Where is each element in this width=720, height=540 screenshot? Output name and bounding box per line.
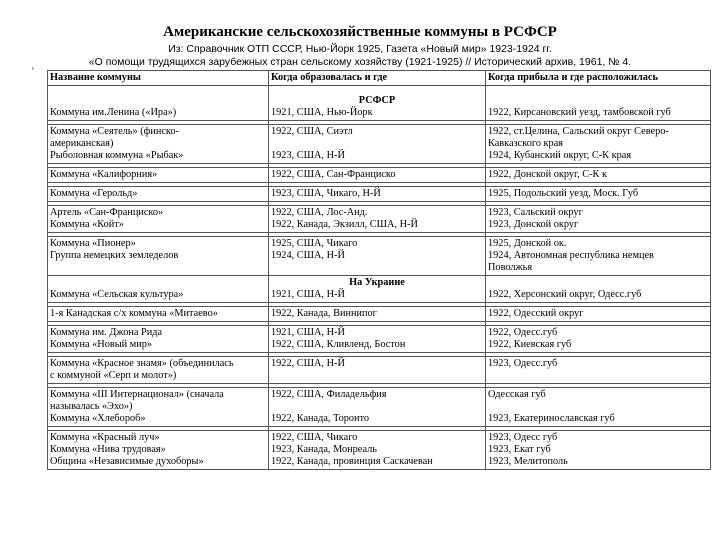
commune-name-cell	[48, 125, 269, 164]
source-line-2: «О помощи трудящихся зарубежных стран сельскому хозяйству (1921-1925) // Исторический архив, 1961, № 4.	[88, 56, 632, 68]
cell-line	[271, 401, 483, 413]
cell-line: американская)	[50, 138, 114, 149]
arrived-cell	[486, 276, 711, 303]
founded-cell	[269, 168, 486, 183]
commune-name-cell	[48, 168, 269, 183]
cell-line: 1923, Екат губ	[488, 444, 551, 455]
cell-line: Коммуна «Хлебороб»	[50, 413, 146, 424]
page-title: Американские сельскохозяйственные коммуны в РСФСР	[163, 24, 557, 40]
cell-line: 1922, Херсонский округ, Одесс.губ	[488, 289, 642, 300]
arrived-cell	[486, 206, 711, 233]
founded-cell	[269, 187, 486, 202]
commune-name-cell	[48, 326, 269, 353]
table-row	[48, 388, 711, 427]
region-label: РСФСР	[358, 95, 396, 106]
founded-cell	[269, 307, 486, 322]
cell-line: 1922, Канада, Торонто	[271, 413, 370, 424]
region-label: На Украине	[349, 277, 405, 288]
arrived-cell	[486, 125, 711, 164]
founded-cell	[269, 326, 486, 353]
cell-line: Коммуна «III Интернационал» (сначала	[50, 389, 224, 400]
cell-line: 1922, Одесс.губ	[488, 327, 558, 338]
commune-name-cell	[48, 206, 269, 233]
arrived-cell	[486, 187, 711, 202]
cell-line: 1921, США, Нью-Йорк	[271, 107, 373, 118]
cell-line: 1922, Канада, Виннипог	[271, 308, 377, 319]
cell-line: 1921, США, Н-Й	[271, 289, 345, 300]
cell-line: Коммуна «Сеятель» (финско-	[50, 126, 179, 137]
founded-cell	[269, 276, 486, 303]
source-line-1: Из: Справочник ОТП СССР, Нью-Йорк 1925, Газета «Новый мир» 1923-1924 гг.	[168, 43, 552, 55]
table-row	[48, 276, 711, 303]
cell-line	[488, 401, 708, 413]
table-row	[48, 357, 711, 384]
founded-cell	[269, 431, 486, 470]
table-row	[48, 237, 711, 276]
cell-line: 1922, Одесский округ	[488, 308, 584, 319]
cell-line: Коммуна «Калифорния»	[50, 169, 158, 180]
table-row	[48, 326, 711, 353]
cell-line: 1922, США, Кливленд, Бостон	[271, 339, 406, 350]
commune-name-cell	[48, 187, 269, 202]
cell-line: 1924, Кубанский округ, С-К края	[488, 150, 632, 161]
cell-line: 1922, Канада, провинция Саскачеван	[271, 456, 433, 467]
cell-line: 1921, США, Н-Й	[271, 327, 345, 338]
communes-table	[47, 70, 711, 470]
table-row	[48, 86, 711, 121]
table-row	[48, 431, 711, 470]
header-founded: Когда образовалась и где	[269, 71, 486, 86]
cell-line: Коммуна «Красный луч»	[50, 432, 160, 443]
founded-cell	[269, 237, 486, 276]
arrived-cell	[486, 431, 711, 470]
cell-line: 1925, США, Чикаго	[271, 238, 358, 249]
header-arrived: Когда прибыла и где расположилась	[486, 71, 711, 86]
cell-line: Кавказского края	[488, 138, 563, 149]
cell-line: называлась «Эхо»)	[50, 401, 133, 412]
cell-line: 1922, США, Сиэтл	[271, 126, 353, 137]
ukraine-section	[48, 276, 711, 470]
rsfsr-section	[48, 86, 711, 276]
cell-line: 1923, Сальский округ	[488, 207, 583, 218]
arrived-cell	[486, 326, 711, 353]
commune-name-cell	[48, 431, 269, 470]
commune-name-cell	[48, 357, 269, 384]
cell-line: Коммуна «Герольд»	[50, 188, 138, 199]
cell-line: Коммуна «Пионер»	[50, 238, 136, 249]
cell-line: Рыболовная коммуна «Рыбак»	[50, 150, 184, 161]
cell-line: 1922, Киевская губ	[488, 339, 572, 350]
commune-name-cell	[48, 307, 269, 322]
founded-cell	[269, 357, 486, 384]
cell-line: 1922, Канада, Экзилл, США, Н-Й	[271, 219, 418, 230]
cell-line: Коммуна им.Ленина («Ира»)	[50, 107, 177, 118]
cell-line: 1924, США, Н-Й	[271, 250, 345, 261]
cell-line: Коммуна «Красное знамя» (объединилась	[50, 358, 234, 369]
cell-line: 1922, США, Лос-Анд.	[271, 207, 368, 218]
cell-line: Община «Независимые духоборы»	[50, 456, 204, 467]
table-row	[48, 307, 711, 322]
cell-line: Артель «Сан-Франциско»	[50, 207, 164, 218]
arrived-cell	[486, 168, 711, 183]
cell-line: Группа немецких земледелов	[50, 250, 179, 261]
arrived-cell	[486, 357, 711, 384]
cell-line: 1925, Подольский уезд, Моск. Губ	[488, 188, 639, 199]
founded-cell	[269, 86, 486, 121]
cell-line: 1923, США, Н-Й	[271, 150, 345, 161]
cell-line: 1923, Мелитополь	[488, 456, 568, 467]
cell-line: 1922, США, Н-Й	[271, 358, 345, 369]
cell-line: 1924, Автономная республика немцев	[488, 250, 654, 261]
founded-cell	[269, 125, 486, 164]
table-row	[48, 125, 711, 164]
cell-line: с коммуной «Серп и молот»)	[50, 370, 177, 381]
bullet-marker: '	[32, 66, 34, 76]
cell-line: 1923, Одесс.губ	[488, 358, 558, 369]
commune-name-cell	[48, 86, 269, 121]
header-name: Название коммуны	[48, 71, 269, 86]
arrived-cell	[486, 307, 711, 322]
table-row	[48, 168, 711, 183]
cell-line: 1923, Одесс губ	[488, 432, 558, 443]
commune-name-cell	[48, 237, 269, 276]
cell-line: 1925, Донской ок.	[488, 238, 567, 249]
founded-cell	[269, 206, 486, 233]
cell-line: 1923, Донской округ	[488, 219, 579, 230]
arrived-cell	[486, 86, 711, 121]
cell-line: 1922, ст.Целина, Сальский округ Северо-	[488, 126, 669, 137]
table-row	[48, 187, 711, 202]
cell-line: Коммуна «Койт»	[50, 219, 124, 230]
cell-line: 1922, Донской округ, С-К к	[488, 169, 607, 180]
cell-line: 1923, США, Чикаго, Н-Й	[271, 188, 381, 199]
cell-line: Поволжья	[488, 262, 533, 273]
founded-cell	[269, 388, 486, 427]
cell-line: 1922, США, Филадельфия	[271, 389, 387, 400]
cell-line: 1922, США, Чикаго	[271, 432, 358, 443]
table-header-row	[48, 71, 711, 86]
cell-line: 1-я Канадская с/х коммуна «Митаево»	[50, 308, 218, 319]
commune-name-cell	[48, 388, 269, 427]
cell-line: 1922, Кирсановский уезд, тамбовской губ	[488, 107, 671, 118]
cell-line: Коммуна «Сельская культура»	[50, 289, 184, 300]
table-row	[48, 206, 711, 233]
cell-line: 1923, Екатеринославская губ	[488, 413, 615, 424]
arrived-cell	[486, 388, 711, 427]
arrived-cell	[486, 237, 711, 276]
cell-line: Одесская губ	[488, 389, 546, 400]
cell-line: 1923, Канада, Монреаль	[271, 444, 377, 455]
cell-line: Коммуна им. Джона Рида	[50, 327, 163, 338]
commune-name-cell	[48, 276, 269, 303]
cell-line: Коммуна «Нива трудовая»	[50, 444, 166, 455]
cell-line: 1922, США, Сан-Франциско	[271, 169, 396, 180]
cell-line: Коммуна «Новый мир»	[50, 339, 153, 350]
cell-line	[271, 138, 483, 150]
